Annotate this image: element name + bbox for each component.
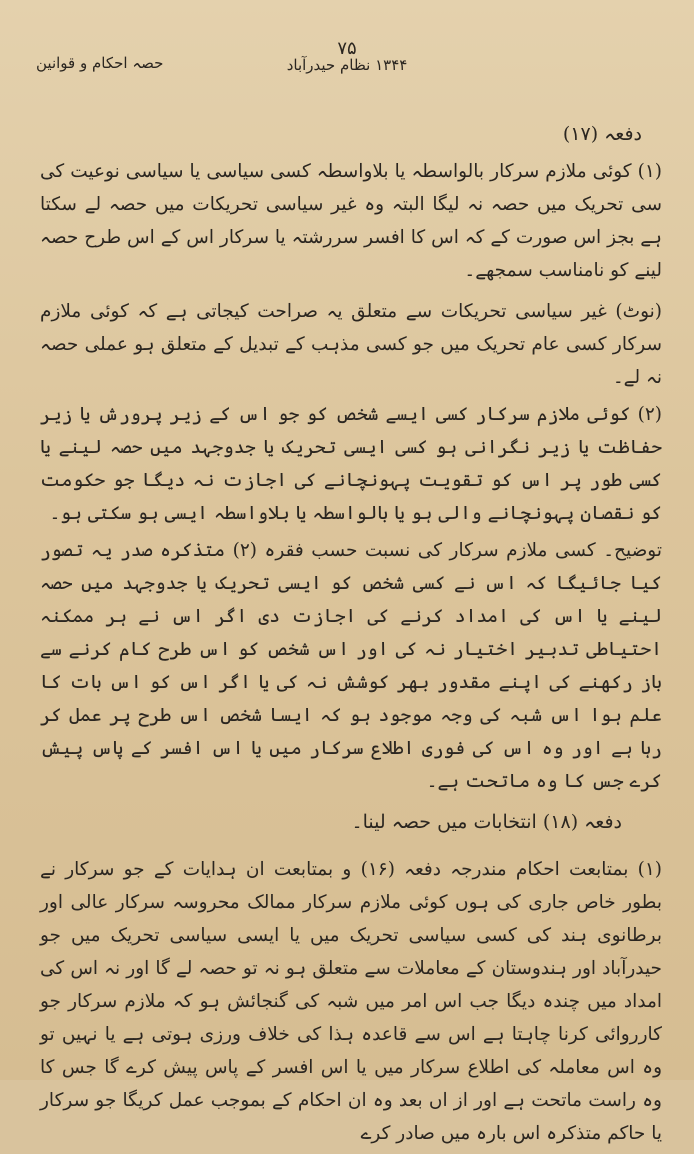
section-18-heading: دفعہ (۱۸) انتخابات میں حصہ لینا۔ — [351, 811, 622, 833]
section-17-clause-1: (۱) کوئی ملازم سرکار بالواسطہ یا بلاواسطہ کسی سیاسی یا سیاسی نوعیت کی سی تحریک میں حصہ نہ لیگا البتہ وہ غیر سیاسی تحریکات میں حصہ لے سکتا ہے بجز اس صورت کے کہ اس کا افسر سررشتہ یا سرکار اس کے اس طرح حصہ لینے کو نامناسب سمجھے۔ — [40, 161, 662, 281]
section-17-note: (نوٹ) غیر سیاسی تحریکات سے متعلق یہ صراحت کیجاتی ہے کہ کوئی ملازم سرکار کسی عام تحریک میں جو کسی مذہب کے تبدیل کے متعلق ہو عملی حصہ نہ لے۔ — [40, 301, 662, 388]
section-18-clause-1: (۱) بمتابعت احکام مندرجہ دفعہ (۱۶) و بمتابعت ان ہدایات کے جو سرکار نے بطور خاص جاری کی ہوں کوئی ملازم سرکار ممالک محروسہ سرکار عالی اور برطانوی ہند کی کسی سیاسی تحریک میں یا ایسی سیاسی تحریک میں جو حیدرآباد اور ہندوستان کے معاملات سے متعلق ہو نہ تو حصہ لے گا اور نہ اس کی امداد میں چندہ دیگا جب اس امر میں شبہ کی گنجائش ہو کہ ملازم سرکار جو کارروائی کرنا چاہتا ہے اس سے قاعدہ ہذا کی خلاف ورزی ہوتی ہے یا نہیں تو وہ اس معاملہ کی اطلاع سرکار میں یا اس افسر کے پاس پیش کرے گا جس کا وہ راست ماتحت ہے اور از اں بعد وہ ان احکام کے بموجب عمل کریگا جو سرکار یا حاکم متذکرہ اس بارہ میں صادر کرے — [40, 859, 662, 1144]
section-17-clause-2: (۲) کوئی ملازم سرکار کسی ایسے شخص کو جو اس کے زیر پرورش یا زیر حفاظت یا زیر نگرانی ہو کسی ایسی تحریک یا جدوجہد میں حصہ لینے یا کسی طور پر اس کو تقویت پہونچانے کی اجازت نہ دیگا جو حکومت کو نقصان پہونچانے والی ہو یا بالواسطہ یا بلاواسطہ ایسی ہو سکتی ہو۔ — [40, 404, 662, 524]
page-header — [24, 38, 670, 78]
section-17-explanation: توضیح۔ کسی ملازم سرکار کی نسبت حسب فقرہ (۲) متذکرہ صدر یہ تصور کیا جائیگا کہ اس نے کسی شخص کو ایسی تحریک یا جدوجہد میں حصہ لینے یا اس کی امداد کرنے کی اجازت دی اگر اس نے ہر ممکنہ احتیاطی تدبیر اختیار نہ کی اور اس شخص کو اس طرح کام کرنے سے باز رکھنے کی اپنے مقدور بھر کوشش نہ کی یا اگر اس کو اس بات کا علم ہوا اس شبہ کی وجہ موجود ہو کہ ایسا شخص اس طرح پر عمل کر رہا ہے اور وہ اس کی فوری اطلاع سرکار میں یا اس افسر کے پاس پیش کرے جس کا وہ ماتحت ہے۔ — [40, 540, 662, 792]
page-number: ۷۵ — [337, 38, 357, 59]
running-title-left: حصہ احکام و قوانین — [36, 54, 164, 72]
section-17-heading: دفعہ (۱۷) — [562, 123, 642, 145]
running-title-center: ۱۳۴۴ نظام حیدرآباد — [286, 56, 408, 74]
page-body — [40, 118, 662, 1154]
